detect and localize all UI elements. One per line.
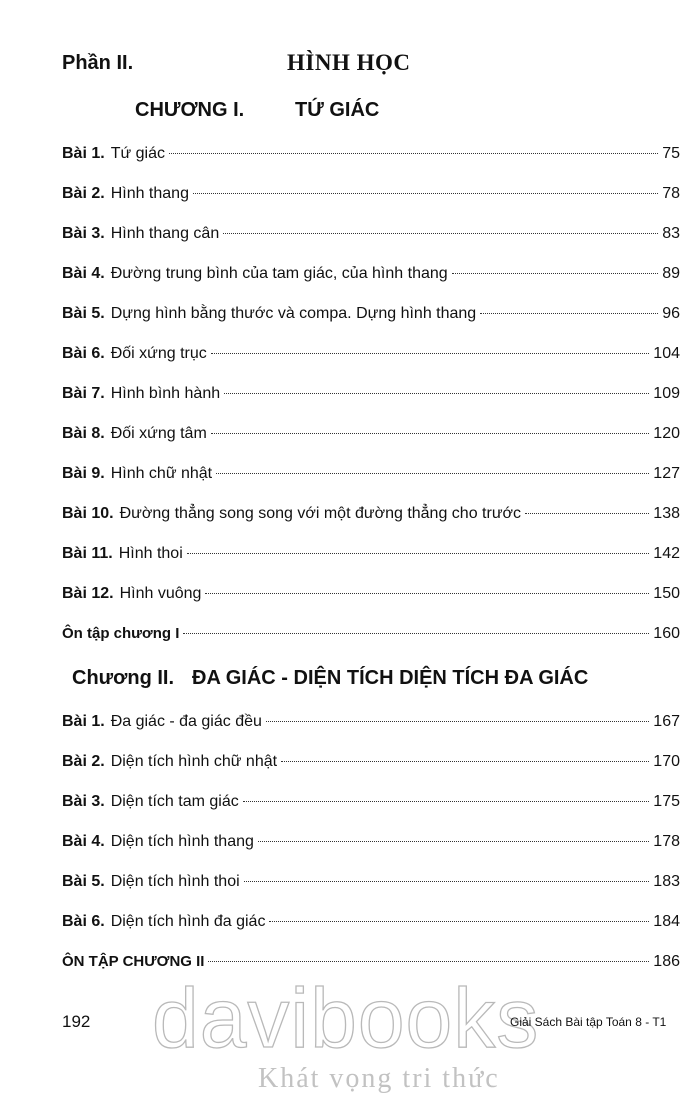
lesson-number: Bài 11. bbox=[62, 545, 113, 562]
toc-entry bbox=[62, 544, 680, 584]
page-number: 150 bbox=[653, 585, 680, 602]
lesson-title: Hình thang cân bbox=[110, 225, 220, 242]
lesson-number: Bài 3. bbox=[62, 793, 105, 810]
lesson-number: Bài 2. bbox=[62, 753, 105, 770]
lesson-number: Bài 2. bbox=[62, 185, 105, 202]
dot-leader bbox=[480, 313, 658, 314]
lesson-number: Bài 4. bbox=[62, 833, 105, 850]
page-number: 127 bbox=[653, 465, 680, 482]
lesson-title: Diện tích hình thoi bbox=[110, 873, 240, 890]
lesson-title: Đối xứng trục bbox=[110, 345, 207, 362]
chapter-1-label: CHƯƠNG I. bbox=[135, 99, 245, 121]
dot-leader bbox=[223, 233, 658, 234]
review-title: Ôn tập chương I bbox=[62, 625, 180, 642]
part-label: Phần II. bbox=[62, 52, 134, 74]
lesson-title: Đường thẳng song song với một đường thẳng cho trước bbox=[119, 505, 522, 522]
review-title: ÔN TẬP CHƯƠNG II bbox=[62, 953, 205, 970]
lesson-number: Bài 5. bbox=[62, 305, 105, 322]
page-number: 96 bbox=[662, 305, 680, 322]
watermark-brand: davibooks bbox=[152, 971, 540, 1065]
footer-book-title: Giải Sách Bài tập Toán 8 - T1 bbox=[510, 1015, 667, 1029]
watermark-slogan: Khát vọng tri thức bbox=[258, 1063, 500, 1094]
chapter-2-label: Chương II. bbox=[72, 667, 175, 689]
page-number: 183 bbox=[653, 873, 680, 890]
lesson-number: Bài 3. bbox=[62, 225, 105, 242]
dot-leader bbox=[205, 593, 649, 594]
chapter-2-heading bbox=[72, 667, 672, 690]
chapter-2-title: ĐA GIÁC - DIỆN TÍCH DIỆN TÍCH ĐA GIÁC bbox=[192, 667, 589, 689]
chapter-2-toc bbox=[62, 712, 680, 992]
dot-leader bbox=[281, 761, 649, 762]
lesson-number: Bài 8. bbox=[62, 425, 105, 442]
toc-entry bbox=[62, 264, 680, 304]
lesson-number: Bài 4. bbox=[62, 265, 105, 282]
page-number: 186 bbox=[653, 953, 680, 970]
dot-leader bbox=[258, 841, 649, 842]
toc-entry bbox=[62, 872, 680, 912]
dot-leader bbox=[525, 513, 649, 514]
lesson-number: Bài 9. bbox=[62, 465, 105, 482]
dot-leader bbox=[244, 881, 650, 882]
lesson-number: Bài 1. bbox=[62, 145, 105, 162]
page-number: 120 bbox=[653, 425, 680, 442]
toc-entry bbox=[62, 464, 680, 504]
page-number: 170 bbox=[653, 753, 680, 770]
page-number: 75 bbox=[662, 145, 680, 162]
dot-leader bbox=[169, 153, 658, 154]
lesson-title: Diện tích tam giác bbox=[110, 793, 239, 810]
page-number: 167 bbox=[653, 713, 680, 730]
toc-entry bbox=[62, 304, 680, 344]
page-number: 83 bbox=[662, 225, 680, 242]
toc-entry bbox=[62, 504, 680, 544]
dot-leader bbox=[187, 553, 650, 554]
page-number: 175 bbox=[653, 793, 680, 810]
toc-entry bbox=[62, 792, 680, 832]
dot-leader bbox=[269, 921, 649, 922]
lesson-title: Hình thang bbox=[110, 185, 189, 202]
lesson-title: Đối xứng tâm bbox=[110, 425, 207, 442]
page-number: 142 bbox=[653, 545, 680, 562]
toc-entry bbox=[62, 224, 680, 264]
dot-leader bbox=[266, 721, 649, 722]
page-number: 184 bbox=[653, 913, 680, 930]
lesson-number: Bài 6. bbox=[62, 913, 105, 930]
lesson-title: Hình chữ nhật bbox=[110, 465, 213, 482]
page-number: 104 bbox=[653, 345, 680, 362]
toc-entry bbox=[62, 184, 680, 224]
lesson-title: Đa giác - đa giác đều bbox=[110, 713, 262, 730]
lesson-number: Bài 5. bbox=[62, 873, 105, 890]
toc-entry bbox=[62, 344, 680, 384]
dot-leader bbox=[216, 473, 649, 474]
page-number: 109 bbox=[653, 385, 680, 402]
toc-entry bbox=[62, 384, 680, 424]
lesson-title: Hình vuông bbox=[119, 585, 202, 602]
toc-entry bbox=[62, 712, 680, 752]
page-number: 138 bbox=[653, 505, 680, 522]
lesson-title: Đường trung bình của tam giác, của hình thang bbox=[110, 265, 448, 282]
dot-leader bbox=[211, 353, 650, 354]
lesson-title: Diện tích hình thang bbox=[110, 833, 254, 850]
toc-entry bbox=[62, 912, 680, 952]
dot-leader bbox=[243, 801, 650, 802]
page-number: 160 bbox=[653, 625, 680, 642]
chapter-1-title: TỨ GIÁC bbox=[295, 99, 380, 121]
part-heading bbox=[62, 52, 662, 80]
toc-entry bbox=[62, 424, 680, 464]
toc-entry bbox=[62, 144, 680, 184]
dot-leader bbox=[224, 393, 649, 394]
dot-leader bbox=[193, 193, 658, 194]
page-number: 89 bbox=[662, 265, 680, 282]
lesson-title: Diện tích hình đa giác bbox=[110, 913, 266, 930]
toc-entry bbox=[62, 584, 680, 624]
part-title: HÌNH HỌC bbox=[287, 50, 411, 75]
toc-entry-review bbox=[62, 624, 680, 664]
dot-leader bbox=[183, 633, 649, 634]
toc-entry bbox=[62, 832, 680, 872]
dot-leader bbox=[211, 433, 650, 434]
lesson-number: Bài 1. bbox=[62, 713, 105, 730]
page-number: 178 bbox=[653, 833, 680, 850]
lesson-number: Bài 6. bbox=[62, 345, 105, 362]
toc-entry bbox=[62, 752, 680, 792]
chapter-1-toc bbox=[62, 144, 680, 664]
page-number: 78 bbox=[662, 185, 680, 202]
lesson-number: Bài 10. bbox=[62, 505, 114, 522]
lesson-title: Hình bình hành bbox=[110, 385, 221, 402]
lesson-title: Hình thoi bbox=[118, 545, 183, 562]
lesson-title: Tứ giác bbox=[110, 145, 165, 162]
lesson-number: Bài 12. bbox=[62, 585, 114, 602]
dot-leader bbox=[452, 273, 659, 274]
lesson-number: Bài 7. bbox=[62, 385, 105, 402]
lesson-title: Diện tích hình chữ nhật bbox=[110, 753, 278, 770]
lesson-title: Dựng hình bằng thước và compa. Dựng hình thang bbox=[110, 305, 477, 322]
footer-page-number: 192 bbox=[62, 1012, 91, 1031]
dot-leader bbox=[208, 961, 649, 962]
